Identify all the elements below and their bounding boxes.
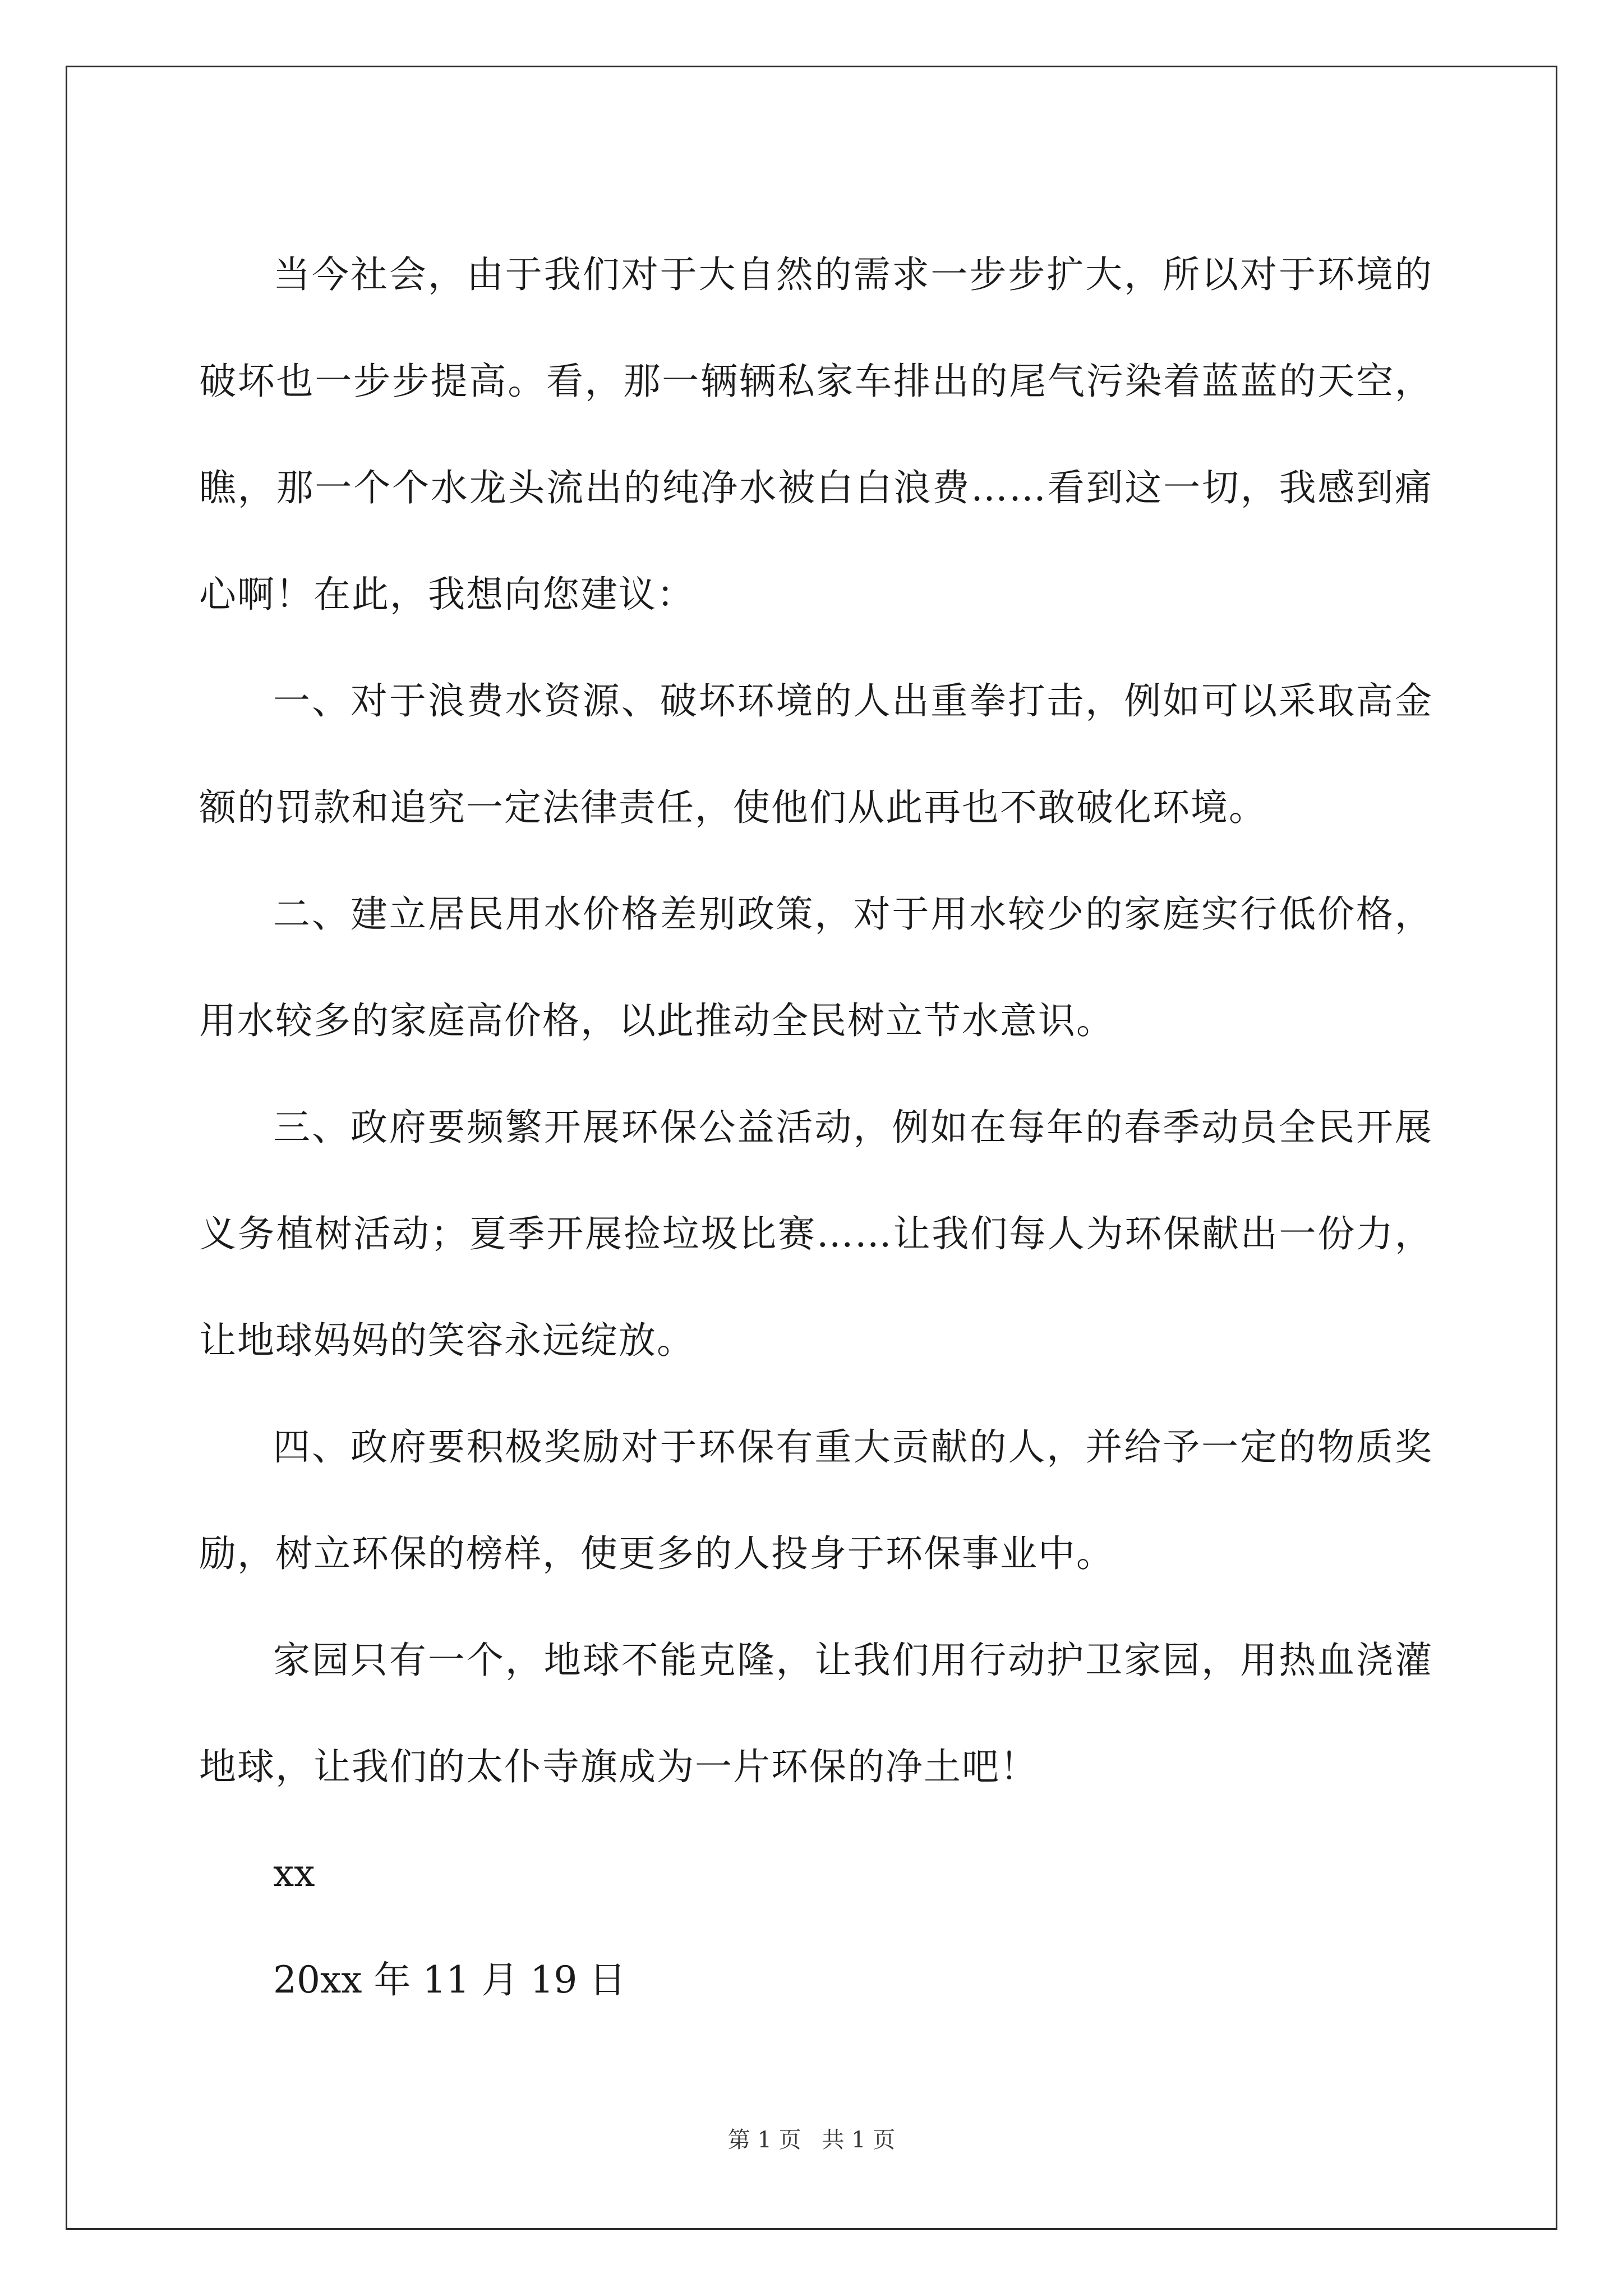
letter-body bbox=[199, 222, 1433, 2033]
signature: xx bbox=[273, 1852, 315, 1895]
date: 20xx 年 11 月 19 日 bbox=[273, 1958, 626, 2001]
page-number: 第 1 页 bbox=[727, 2127, 801, 2153]
page-total: 共 1 页 bbox=[822, 2127, 896, 2153]
paragraph-suggestion-2: 二、建立居民用水价格差别政策，对于用水较少的家庭实行低价格，用水较多的家庭高价格，以此推动全民树立节水意识。 bbox=[199, 892, 1433, 1042]
paragraph-suggestion-4: 四、政府要积极奖励对于环保有重大贡献的人，并给予一定的物质奖励，树立环保的榜样，使更多的人投身于环保事业中。 bbox=[199, 1425, 1433, 1575]
paragraph-closing: 家园只有一个，地球不能克隆，让我们用行动护卫家园，用热血浇灌地球，让我们的太仆寺旗成为一片环保的净土吧！ bbox=[199, 1639, 1433, 1788]
paragraph-suggestion-1: 一、对于浪费水资源、破坏环境的人出重拳打击，例如可以采取高金额的罚款和追究一定法律责任，使他们从此再也不敢破化环境。 bbox=[199, 679, 1433, 829]
paragraph-intro: 当今社会，由于我们对于大自然的需求一步步扩大，所以对于环境的破坏也一步步提高。看，那一辆辆私家车排出的尾气污染着蓝蓝的天空，瞧，那一个个水龙头流出的纯净水被白白浪费……看到这一切，我感到痛心啊！在此，我想向您建议： bbox=[199, 253, 1433, 616]
page-footer bbox=[0, 2126, 1623, 2154]
paragraph-suggestion-3: 三、政府要频繁开展环保公益活动，例如在每年的春季动员全民开展义务植树活动；夏季开展捡垃圾比赛……让我们每人为环保献出一份力，让地球妈妈的笑容永远绽放。 bbox=[199, 1106, 1433, 1362]
